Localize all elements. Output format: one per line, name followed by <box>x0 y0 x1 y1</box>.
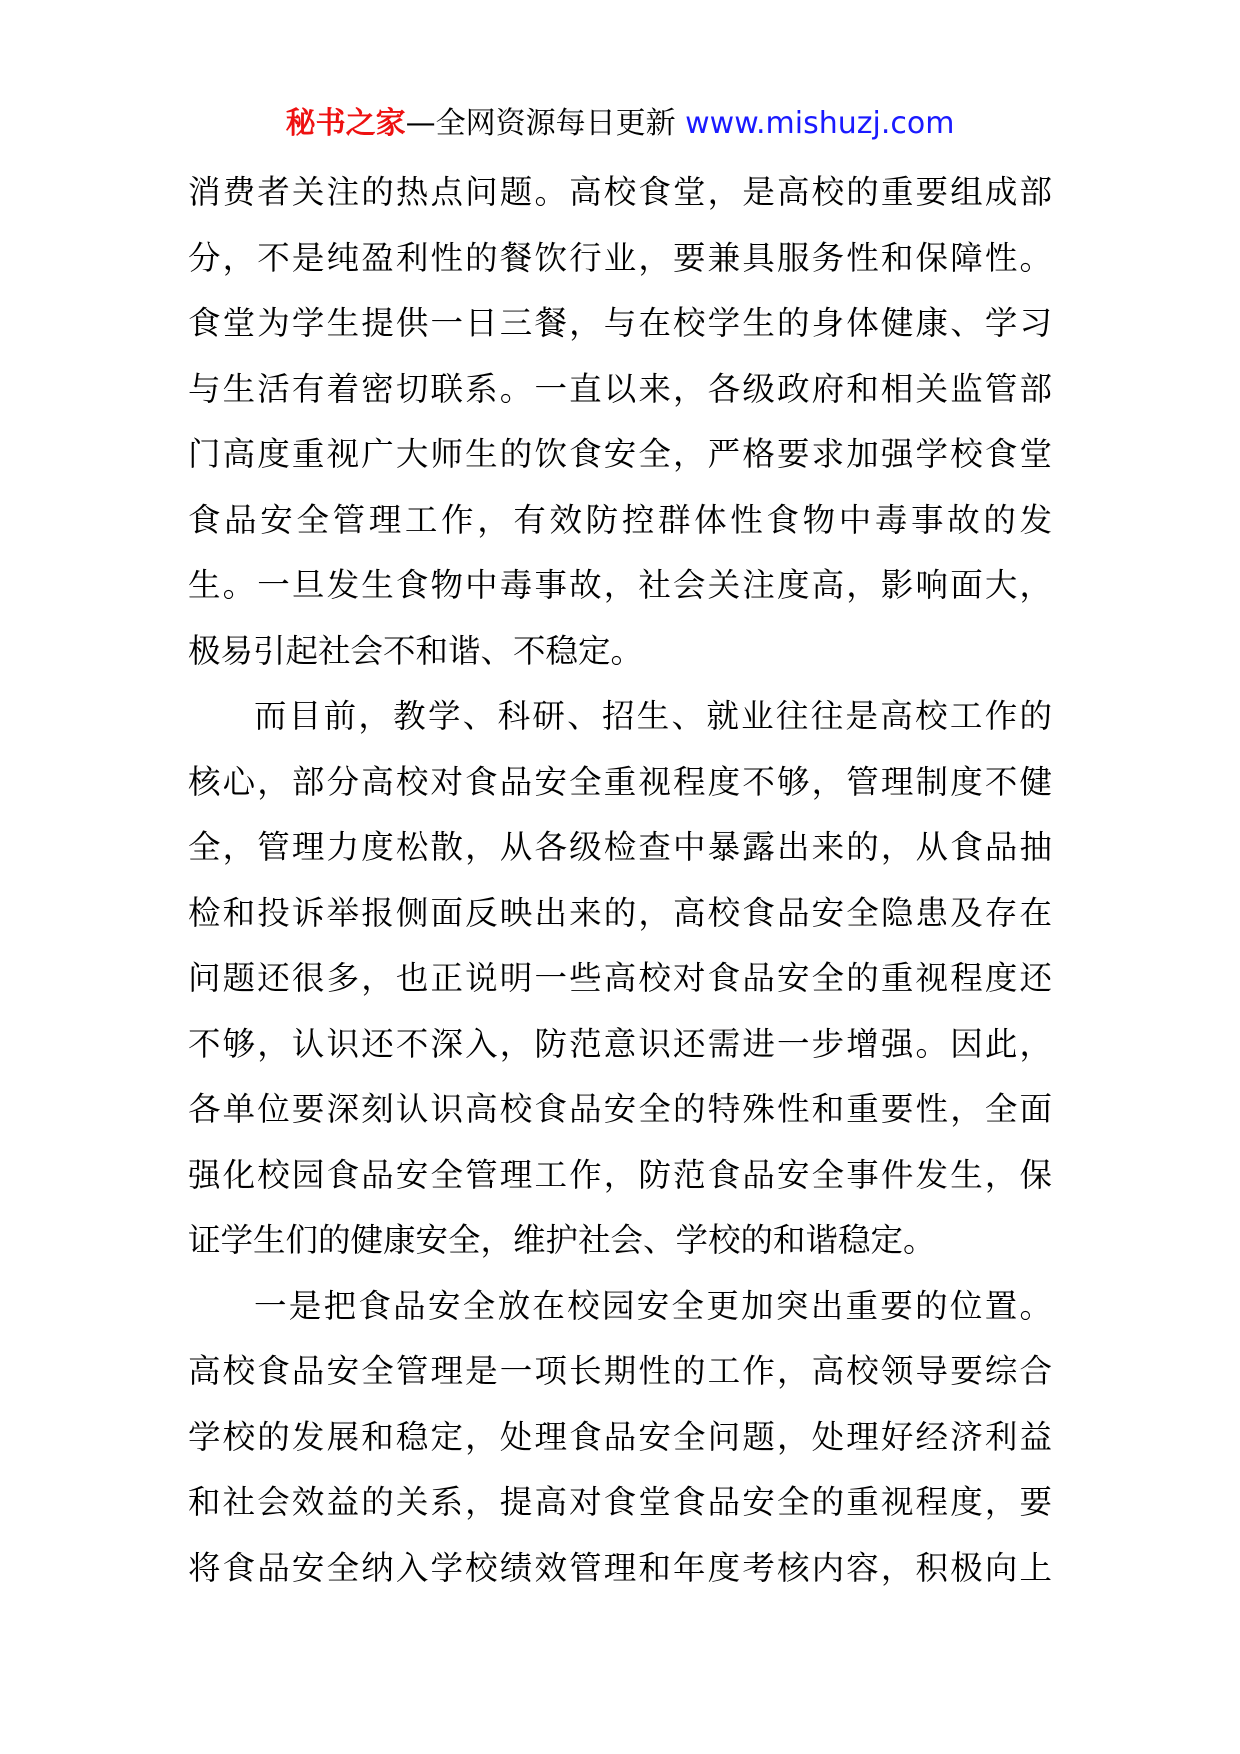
text-line: 消费者关注的热点问题。高校食堂，是高校的重要组成部 <box>188 173 1052 211</box>
text-line: 将食品安全纳入学校绩效管理和年度考核内容，积极向上 <box>188 1548 1052 1587</box>
document-body <box>188 160 1052 1601</box>
text-line: 分，不是纯盈利性的餐饮行业，要兼具服务性和保障性。 <box>188 238 1052 277</box>
text-line: 门高度重视广大师生的饮食安全，严格要求加强学校食堂 <box>188 435 1052 473</box>
text-line: 食品安全管理工作，有效防控群体性食物中毒事故的发 <box>188 500 1052 539</box>
header-url-link[interactable]: www.mishuzj.com <box>685 106 955 141</box>
text-line: 学校的发展和稳定，处理食品安全问题，处理好经济利益 <box>188 1417 1052 1456</box>
text-line: 而目前，教学、科研、招生、就业往往是高校工作的 <box>254 697 1052 735</box>
text-line: 各单位要深刻认识高校食品安全的特殊性和重要性，全面 <box>188 1090 1052 1128</box>
text-line: 强化校园食品安全管理工作，防范食品安全事件发生，保 <box>188 1155 1052 1194</box>
text-line: 证学生们的健康安全，维护社会、学校的和谐稳定。 <box>188 1221 936 1259</box>
text-line: 全，管理力度松散，从各级检查中暴露出来的，从食品抽 <box>188 828 1052 866</box>
text-line: 高校食品安全管理是一项长期性的工作，高校领导要综合 <box>188 1352 1052 1390</box>
text-line: 生。一旦发生食物中毒事故，社会关注度高，影响面大， <box>188 566 1052 604</box>
text-line: 食堂为学生提供一日三餐，与在校学生的身体健康、学习 <box>188 304 1052 342</box>
text-line: 和社会效益的关系，提高对食堂食品安全的重视程度，要 <box>188 1483 1052 1521</box>
text-line: 不够，认识还不深入，防范意识还需进一步增强。因此， <box>188 1024 1052 1063</box>
page-header <box>0 102 1240 146</box>
text-line: 一是把食品安全放在校园安全更加突出重要的位置。 <box>254 1286 1052 1325</box>
text-line: 与生活有着密切联系。一直以来，各级政府和相关监管部 <box>188 369 1052 408</box>
text-line: 核心，部分高校对食品安全重视程度不够，管理制度不健 <box>188 762 1052 801</box>
header-brand: 秘书之家 <box>285 106 406 141</box>
header-tagline: —全网资源每日更新 <box>405 106 676 141</box>
text-line: 检和投诉举报侧面反映出来的，高校食品安全隐患及存在 <box>188 893 1052 932</box>
text-line: 极易引起社会不和谐、不稳定。 <box>188 631 644 670</box>
text-line: 问题还很多，也正说明一些高校对食品安全的重视程度还 <box>188 959 1052 997</box>
